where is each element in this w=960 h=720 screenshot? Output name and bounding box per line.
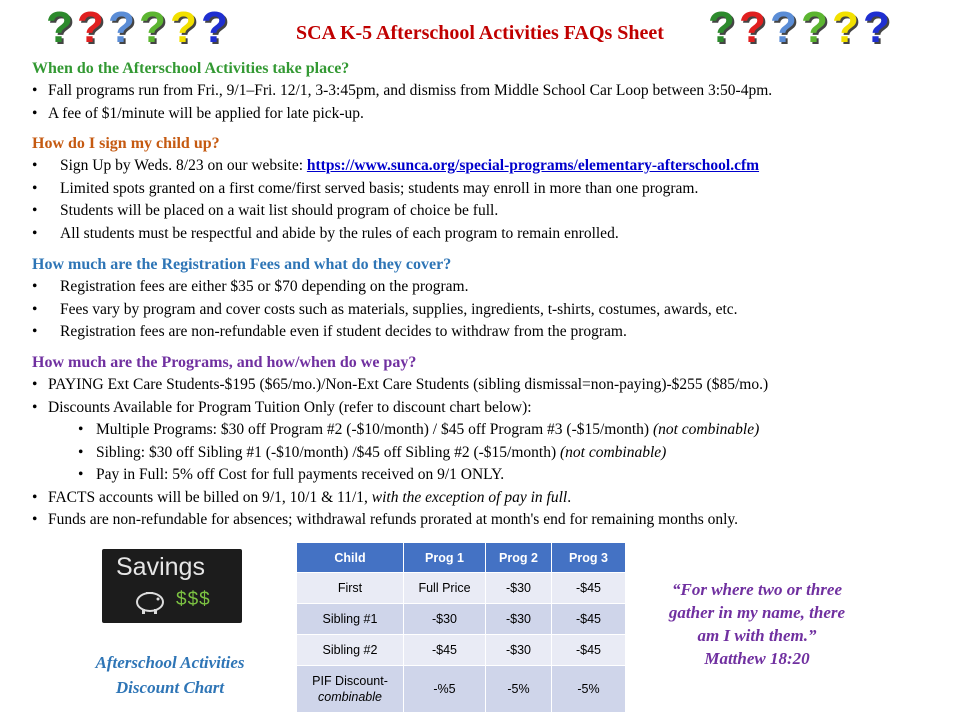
savings-image [102,549,242,623]
question-mark-icon: ? [46,3,73,52]
section-heading: When do the Afterschool Activities take place? [32,60,350,77]
section-heading: How do I sign my child up? [32,135,220,152]
table-cell: -$45 [404,635,486,666]
list-item: • Registration fees are either $35 or $70 depending on the program. [32,278,469,295]
section-signup [32,133,942,245]
signup-link[interactable]: https://www.sunca.org/special-programs/elementary-afterschool.cfm [306,157,760,174]
table-cell: -$45 [552,604,626,635]
list-item: • Students will be placed on a wait list should program of choice be full. [32,202,499,219]
savings-word: Savings [116,553,205,581]
section-when [32,58,942,125]
list-item: • PAYING Ext Care Students-$195 ($65/mo.)/Non-Ext Care Students (sibling dismissal=non-paying)-$255 ($85/mo.) [32,376,769,393]
question-mark-icon: ? [108,3,135,52]
question-mark-icon: ? [139,3,166,52]
question-mark-icon: ? [832,3,859,52]
question-mark-icon: ? [770,3,797,52]
discount-chart-caption: Afterschool Activities Discount Chart [95,653,245,697]
table-row [297,635,626,666]
section-heading: How much are the Programs, and how/when do we pay? [32,354,417,371]
list-item: • Sibling: $30 off Sibling #1 (-$10/month) /$45 off Sibling #2 (-$15/month) (not combinable) [78,443,667,461]
list-item: • FACTS accounts will be billed on 9/1, 10/1 & 11/1, with the exception of pay in full. [32,488,572,506]
section-fees [32,254,942,344]
list-item: • Fall programs run from Fri., 9/1–Fri. 12/1, 3-3:45pm, and dismiss from Middle School Car Loop between 3:50-4pm. [32,82,773,99]
question-mark-icon: ? [77,3,104,52]
bible-quote: “For where two or three gather in my name, there am I with them.” Matthew 18:20 [652,578,862,670]
column-header: Prog 3 [552,543,626,573]
piggy-bank-icon [130,587,170,617]
list-item: • Fees vary by program and cover costs such as materials, supplies, ingredients, t-shirts, costumes, awards, etc. [32,300,738,318]
column-header: Child [297,543,404,573]
table-cell: -$30 [486,635,552,666]
column-header: Prog 1 [404,543,486,573]
list-item: • All students must be respectful and abide by the rules of each program to remain enrolled. [32,224,619,242]
list-item: • Pay in Full: 5% off Cost for full payments received on 9/1 ONLY. [78,466,505,483]
question-mark-icon: ? [170,3,197,52]
list-item: • A fee of $1/minute will be applied for late pick-up. [32,104,364,122]
question-mark-icon: ? [801,3,828,52]
quote-reference: Matthew 18:20 [704,649,810,668]
page-title: SCA K-5 Afterschool Activities FAQs Sheet [296,22,664,44]
table-cell: Sibling #2 [297,635,404,666]
table-cell: First [297,573,404,604]
section-heading: How much are the Registration Fees and what do they cover? [32,256,452,273]
list-item: • Multiple Programs: $30 off Program #2 (-$10/month) / $45 off Program #3 (-$15/month) (not combinable) [78,421,760,438]
question-mark-icon: ? [739,3,766,52]
list-item: • Registration fees are non-refundable even if student decides to withdraw from the program. [32,323,627,340]
table-cell: -$45 [552,573,626,604]
question-mark-icon: ? [708,3,735,52]
table-header-row [297,543,626,573]
dollar-signs: $$$ [176,589,211,610]
list-item: • Funds are non-refundable for absences; withdrawal refunds prorated at month's end for remaining months only. [32,511,739,528]
table-row [297,604,626,635]
table-cell: -%5 [404,666,486,713]
list-item: • Limited spots granted on a first come/first served basis; students may enroll in more than one program. [32,179,699,197]
table-cell: -$30 [404,604,486,635]
question-mark-icon: ? [863,3,890,52]
table-row [297,666,626,713]
list-item: • Sign Up by Weds. 8/23 on our website: https://www.sunca.org/special-programs/elementary-afterschool.cfm [32,157,760,174]
table-cell: -$30 [486,604,552,635]
section-pay [32,352,942,532]
table-cell: -$45 [552,635,626,666]
table-cell: PIF Discount- combinable [297,666,404,713]
table-cell: Sibling #1 [297,604,404,635]
table-cell: -5% [486,666,552,713]
question-mark-icon: ? [201,3,228,52]
table-cell: -$30 [486,573,552,604]
discount-table [296,542,626,713]
table-cell: -5% [552,666,626,713]
column-header: Prog 2 [486,543,552,573]
table-row [297,573,626,604]
list-item: • Discounts Available for Program Tuition Only (refer to discount chart below): [32,398,532,416]
table-cell: Full Price [404,573,486,604]
